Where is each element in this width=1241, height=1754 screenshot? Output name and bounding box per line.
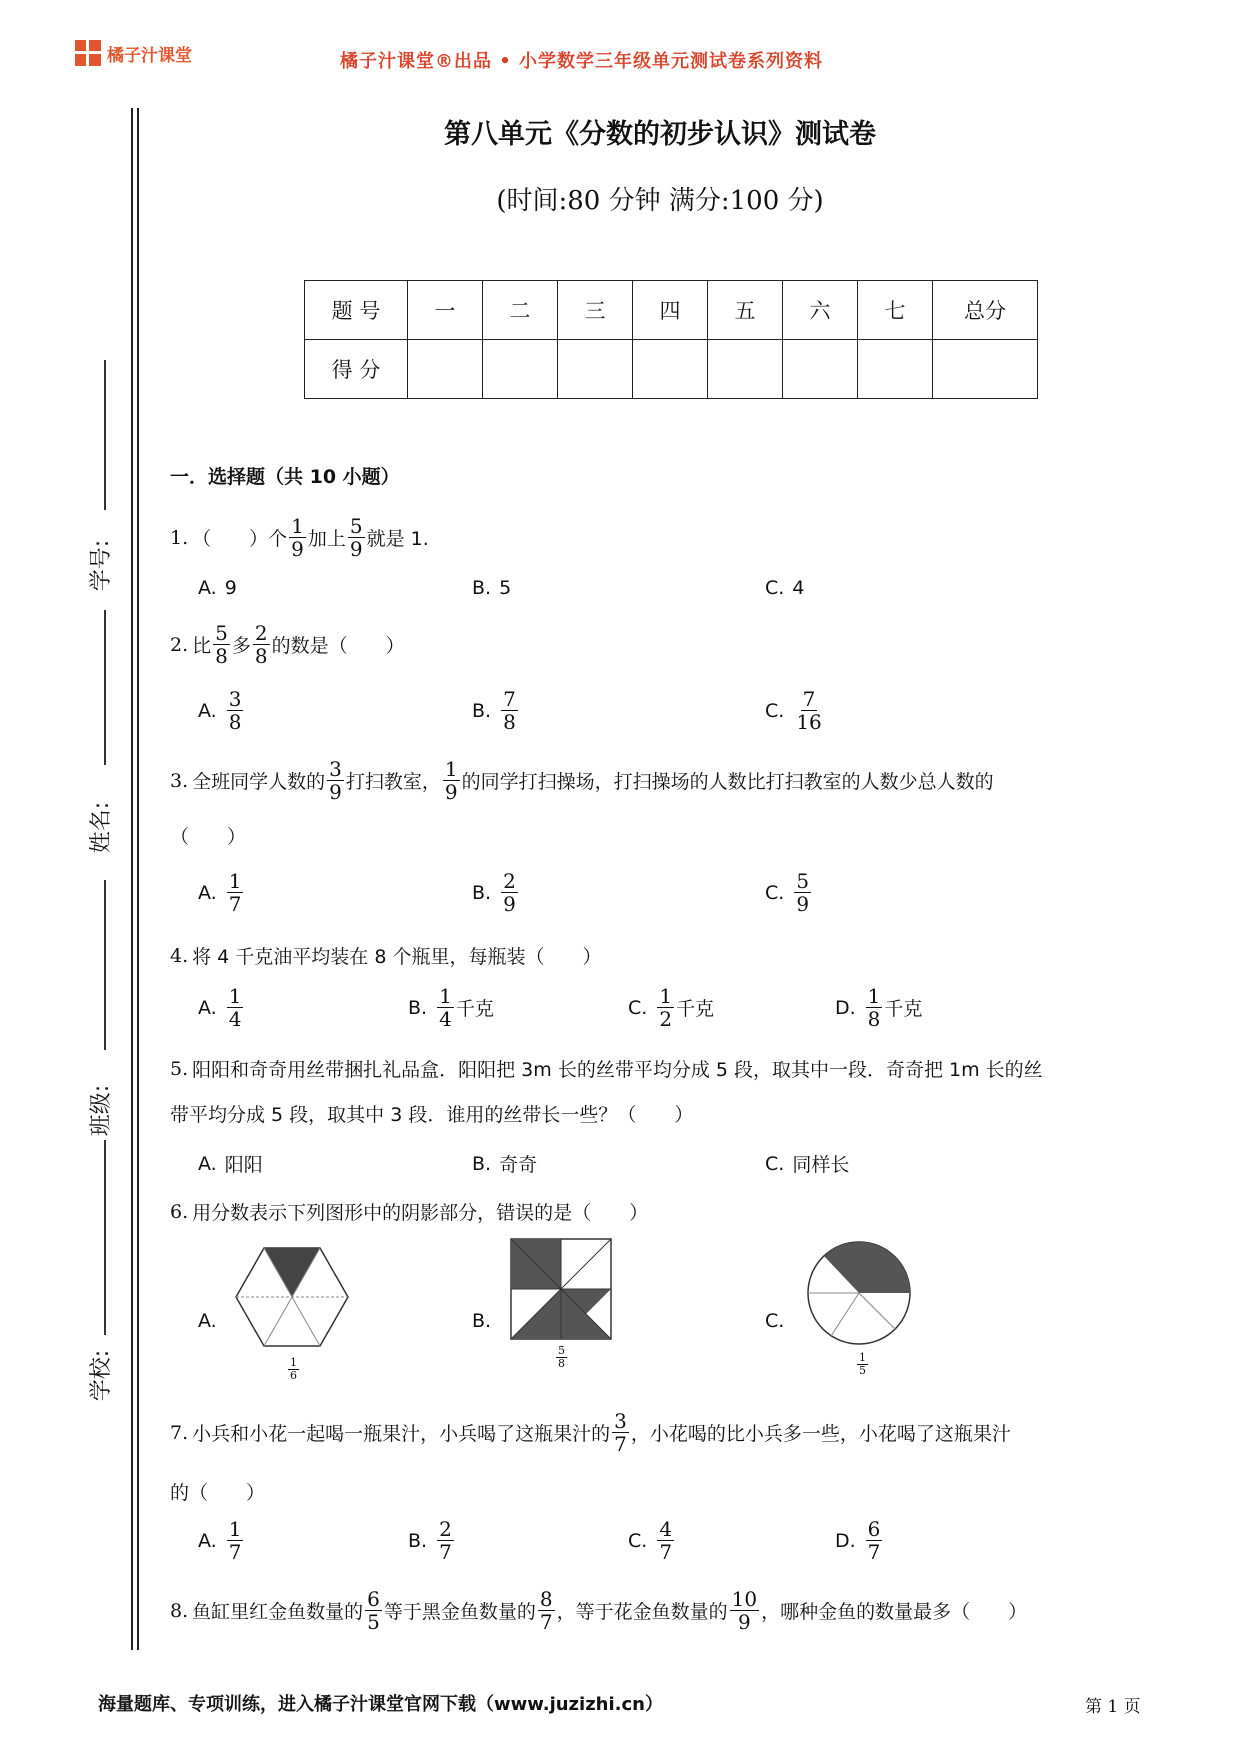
fraction: $\frac{3}{7}$ [614,1409,627,1456]
fraction: $\frac{1}{9}$ [291,514,304,561]
q4-option-d[interactable]: D. $\frac{1}{8}$ 千克 [835,984,923,1031]
q4-option-b[interactable]: B. $\frac{1}{4}$ 千克 [408,984,494,1031]
column-header: 六 [783,281,858,340]
hexagon-figure [232,1242,352,1352]
hexagon-fraction: $\frac{1}{6}$ [290,1356,297,1382]
header-slogan: 橘子汁课堂®出品 • 小学数学三年级单元测试卷系列资料 [340,51,824,72]
question-5: 5. 阳阳和奇奇用丝带捆扎礼品盒．阳阳把 3m 长的丝带平均分成 5 段，取其中一段．奇奇把 1m 长的丝 [170,1057,1043,1081]
question-2: 2. 比 $\frac{5}{8}$ 多 $\frac{2}{8}$ 的数是（ ） [170,621,405,668]
logo-icon [75,40,101,66]
name-line [104,610,106,765]
table-row [305,281,1038,340]
score-cell[interactable] [858,340,933,399]
question-5-line2: 带平均分成 5 段，取其中 3 段．谁用的丝带长一些？（ ） [170,1104,694,1126]
score-cell[interactable] [783,340,858,399]
table-row [305,340,1038,399]
column-header: 四 [633,281,708,340]
question-7-line2: 的（ ） [170,1482,266,1504]
question-4: 4. 将 4 千克油平均装在 8 个瓶里，每瓶装（ ） [170,944,602,968]
row-header: 题 号 [305,281,408,340]
question-6: 6. 用分数表示下列图形中的阴影部分，错误的是（ ） [170,1200,649,1224]
page-subtitle: (时间:80 分钟 满分:100 分) [496,186,824,216]
margin-line-inner [137,108,139,1650]
q1-option-c[interactable]: C. 4 [765,577,805,599]
name-label: 姓名: [89,801,115,854]
question-1: 1. （ ）个 $\frac{1}{9}$ 加上 $\frac{5}{9}$ 就是 1. [170,514,429,561]
fraction: $\frac{2}{8}$ [254,621,268,668]
section-heading: 一．选择题（共 10 小题） [170,466,400,488]
fraction: $\frac{8}{7}$ [539,1587,553,1634]
question-3-line2: （ ） [170,826,247,848]
class-line [104,880,106,1050]
question-3: 3. 全班同学人数的 $\frac{3}{9}$ 打扫教室， $\frac{1}{9}$ 的同学打扫操场，打扫操场的人数比打扫教室的人数少总人数的 [170,757,994,804]
school-label: 学校: [89,1349,115,1402]
q4-option-a[interactable]: A. $\frac{1}{4}$ [198,984,242,1031]
q4-option-c[interactable]: C. $\frac{1}{2}$ 千克 [628,984,715,1031]
score-cell[interactable] [633,340,708,399]
q1-option-a[interactable]: A. 9 [198,577,237,599]
column-header: 七 [858,281,933,340]
circle-figure [806,1240,912,1346]
q1-option-b[interactable]: B. 5 [472,577,512,599]
fraction: $\frac{5}{8}$ [215,621,228,668]
column-header: 五 [708,281,783,340]
brand-logo [75,40,192,66]
logo-text: 橘子汁课堂 [107,45,192,66]
score-cell[interactable] [558,340,633,399]
q6-option-a[interactable]: A. [198,1310,217,1332]
circle-fraction: $\frac{1}{5}$ [859,1351,866,1377]
question-8: 8. 鱼缸里红金鱼数量的 $\frac{6}{5}$ 等于黑金鱼数量的 $\frac{8}{7}$ ，等于花金鱼数量的 $\frac{10}{9}$ ，哪种金鱼的数量最多（ ） [170,1587,1028,1634]
fraction: $\frac{10}{9}$ [731,1587,758,1634]
q5-option-b[interactable]: B. 奇奇 [472,1152,538,1176]
student-id-line [104,360,106,510]
row-header: 得 分 [305,340,408,399]
q6-option-b[interactable]: B. [472,1310,492,1332]
q7-option-a[interactable]: A. $\frac{1}{7}$ [198,1517,242,1564]
page-title: 第八单元《分数的初步认识》测试卷 [444,119,876,150]
q5-option-c[interactable]: C. 同样长 [765,1152,850,1176]
column-header: 二 [483,281,558,340]
margin-line-outer [131,108,133,1650]
fraction: $\frac{5}{9}$ [349,514,363,561]
student-id-label: 学号: [89,539,115,592]
column-header: 一 [408,281,483,340]
column-header: 总分 [933,281,1038,340]
fraction: $\frac{1}{9}$ [444,757,458,804]
score-cell[interactable] [408,340,483,399]
fraction: $\frac{3}{9}$ [329,757,342,804]
score-cell[interactable] [483,340,558,399]
school-line [104,1140,106,1335]
q2-option-a[interactable]: A. $\frac{3}{8}$ [198,687,242,734]
q3-option-b[interactable]: B. $\frac{2}{9}$ [472,869,516,916]
q2-option-c[interactable]: C. $\frac{7}{16}$ [765,687,822,734]
square-fraction: $\frac{5}{8}$ [558,1344,565,1370]
page-number: 第 1 页 [1085,1697,1141,1717]
square-figure [510,1238,612,1340]
fraction: $\frac{6}{5}$ [367,1587,380,1634]
q7-option-c[interactable]: C. $\frac{4}{7}$ [628,1517,673,1564]
score-cell[interactable] [708,340,783,399]
q2-option-b[interactable]: B. $\frac{7}{8}$ [472,687,516,734]
q7-option-b[interactable]: B. $\frac{2}{7}$ [408,1517,452,1564]
score-cell[interactable] [933,340,1038,399]
footer-text: 海量题库、专项训练，进入橘子汁课堂官网下载（www.juzizhi.cn） [98,1694,663,1715]
q5-option-a[interactable]: A. 阳阳 [198,1152,263,1176]
column-header: 三 [558,281,633,340]
question-7: 7. 小兵和小花一起喝一瓶果汁，小兵喝了这瓶果汁的 $\frac{3}{7}$ ，小花喝的比小兵多一些，小花喝了这瓶果汁 [170,1409,1011,1456]
q7-option-d[interactable]: D. $\frac{6}{7}$ [835,1517,881,1564]
q3-option-a[interactable]: A. $\frac{1}{7}$ [198,869,242,916]
q3-option-c[interactable]: C. $\frac{5}{9}$ [765,869,810,916]
q6-option-c[interactable]: C. [765,1310,785,1332]
score-table [304,280,1038,399]
class-label: 班级: [89,1084,115,1137]
